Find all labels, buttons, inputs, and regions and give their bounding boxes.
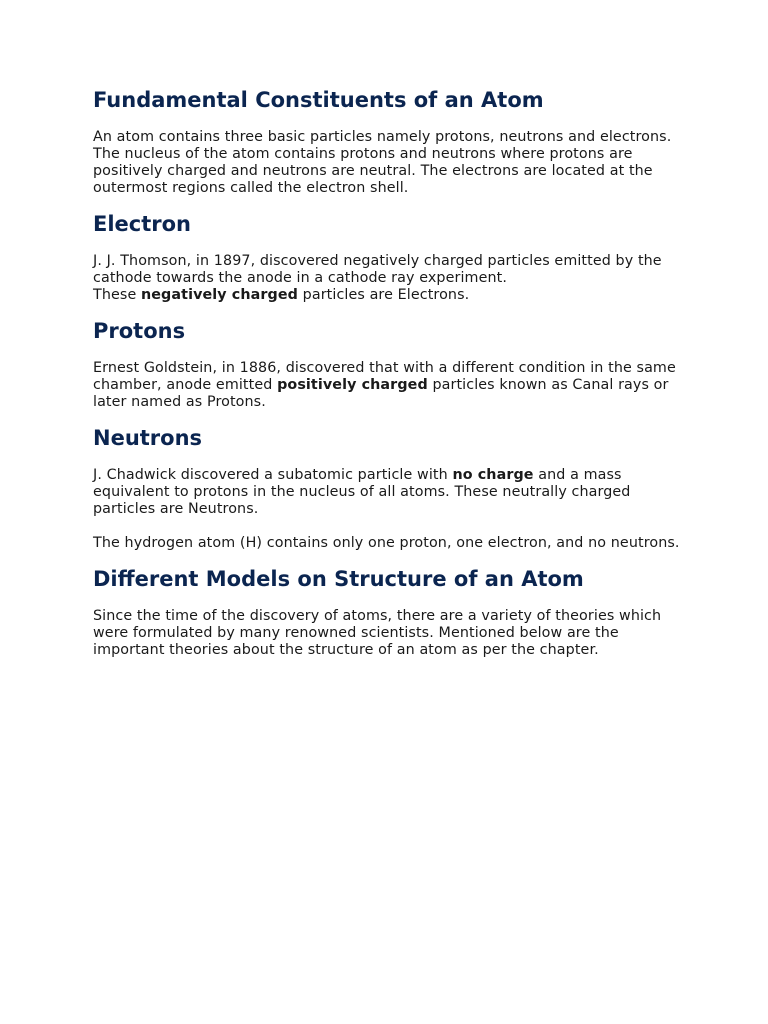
paragraph-hydrogen-atom xyxy=(93,535,683,552)
text-run: These xyxy=(93,287,141,303)
text-run: J. J. Thomson, in 1897, discovered negatively charged particles emitted by the cathode towards the anode in a cathode ray experiment. xyxy=(93,253,662,286)
text-run: J. Chadwick discovered a subatomic particle with xyxy=(93,467,453,483)
bold-text-negatively-charged: negatively charged xyxy=(140,287,299,303)
heading-neutrons: Neutrons xyxy=(93,426,203,450)
bold-text-positively-charged: positively charged xyxy=(277,377,428,393)
paragraph-proton-discovery xyxy=(93,360,683,411)
document-page xyxy=(93,86,683,659)
heading-protons: Protons xyxy=(93,319,186,343)
paragraph-atom-overview xyxy=(93,129,683,197)
text-run: An atom contains three basic particles namely protons, neutrons and electrons. The nucleus of the atom contains protons and neutrons where protons are positively charged and neutrons are neutral. The electrons are located at the outermost regions called the electron shell. xyxy=(93,129,672,196)
heading-different-models: Different Models on Structure of an Atom xyxy=(93,567,584,591)
text-run: particles are Electrons. xyxy=(298,287,470,303)
text-run: and a mass equivalent to protons in the nucleus of all atoms. These neutrally charged particles are Neutrons. xyxy=(93,467,631,517)
text-run: Ernest Goldstein, in 1886, discovered that with a different condition in the same chamber, anode emitted xyxy=(93,360,676,393)
heading-electron: Electron xyxy=(93,212,192,236)
paragraph-electron-discovery xyxy=(93,253,683,304)
bold-text-no-charge: no charge xyxy=(452,467,534,483)
text-run: particles known as Canal rays or later named as Protons. xyxy=(93,377,669,410)
paragraph-models-intro xyxy=(93,608,683,659)
heading-fundamental-constituents: Fundamental Constituents of an Atom xyxy=(93,88,544,112)
text-run: The hydrogen atom (H) contains only one proton, one electron, and no neutrons. xyxy=(93,535,680,551)
text-run: Since the time of the discovery of atoms, there are a variety of theories which were formulated by many renowned scientists. Mentioned below are the important theories about the structure of an atom as per the chapter. xyxy=(93,608,662,658)
paragraph-neutron-discovery xyxy=(93,467,683,518)
